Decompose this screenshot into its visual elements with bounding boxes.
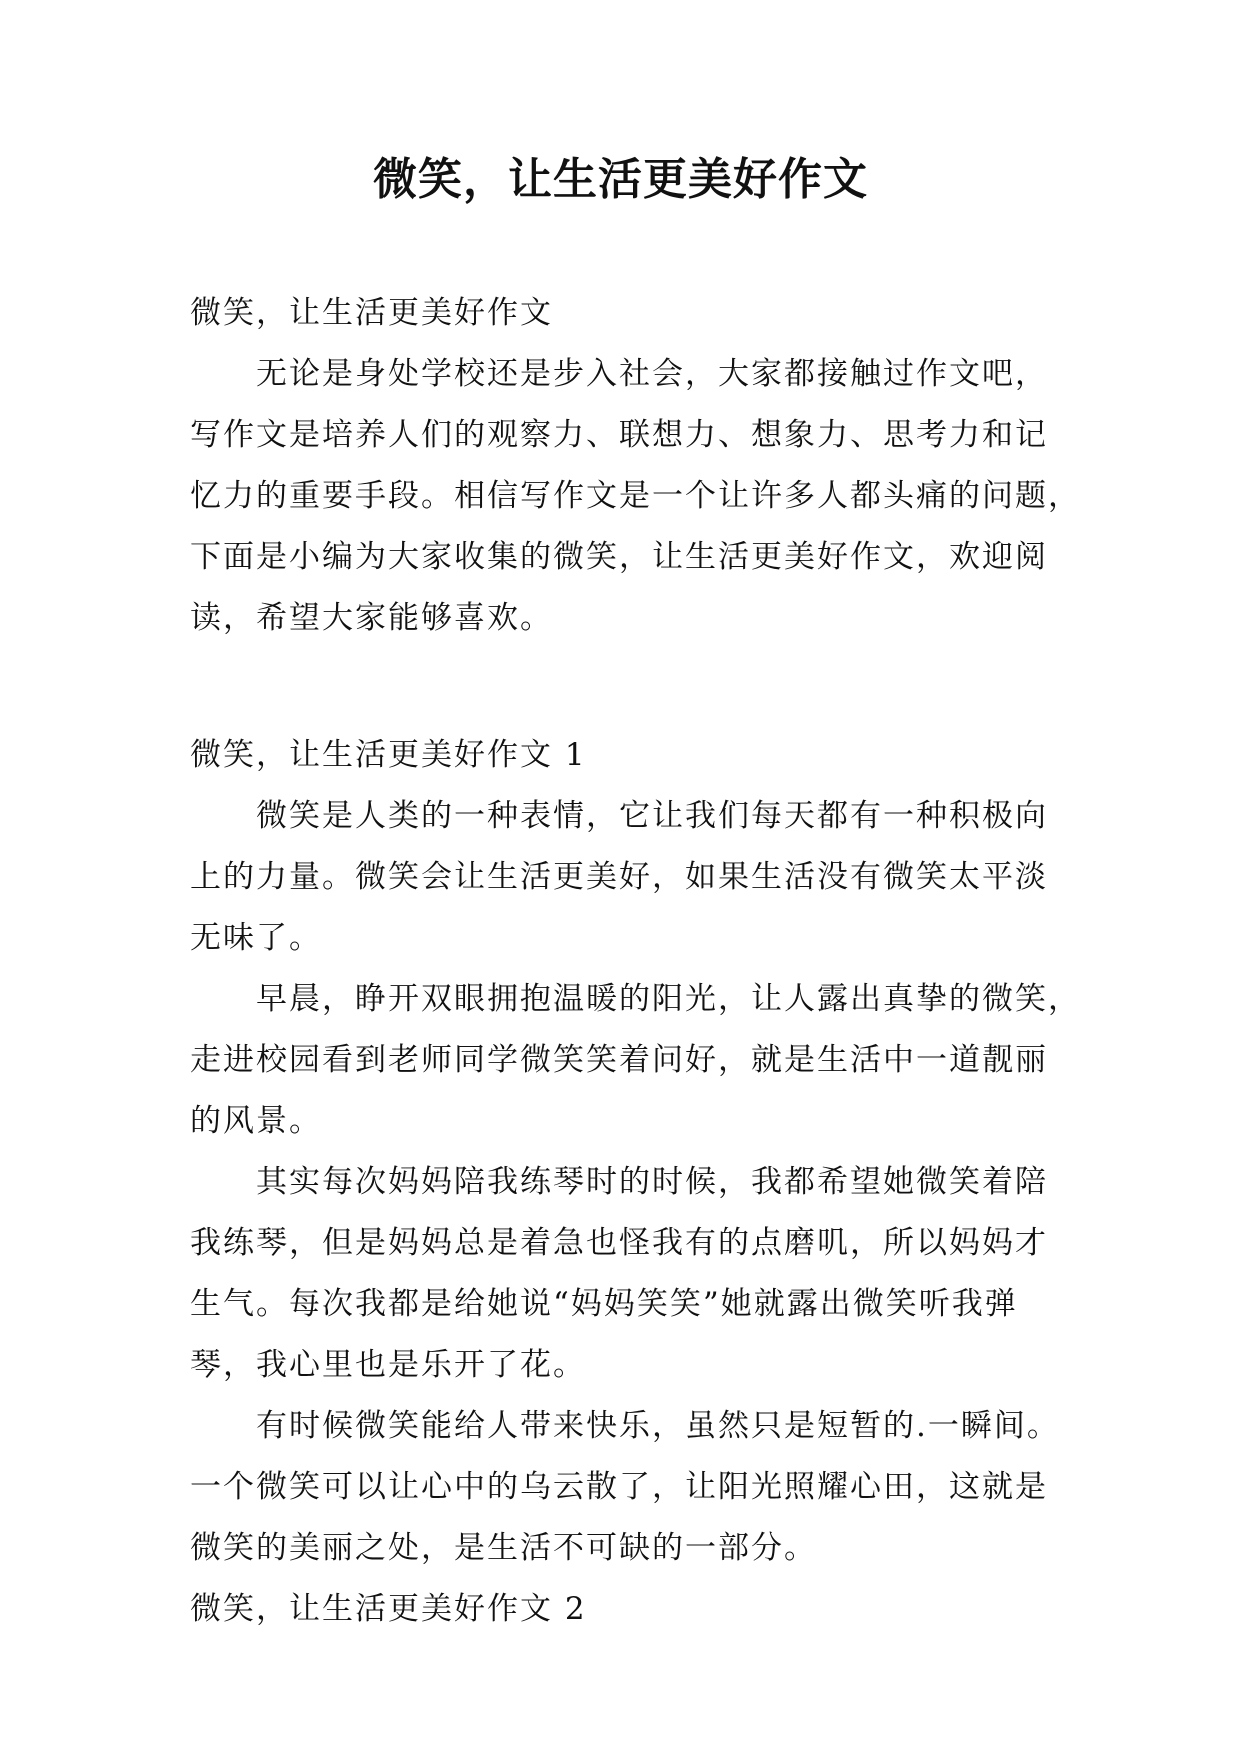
section2-heading: 微笑，让生活更美好作文 2 [190,1591,587,1627]
section1-paragraph-3 [190,1152,1070,1396]
section1-heading: 微笑，让生活更美好作文 1 [190,737,587,773]
paragraph-line: 琴，我心里也是乐开了花。 [190,1347,586,1383]
paragraph-line: 无味了。 [190,920,322,956]
paragraph-line: 的风景。 [190,1103,322,1139]
paragraph-line: 忆力的重要手段。相信写作文是一个让许多人都头痛的问题， [190,478,1081,514]
paragraph-line: 生气。每次我都是给她说“妈妈笑笑”她就露出微笑听我弹 [190,1286,1018,1322]
paragraph-line: 无论是身处学校还是步入社会，大家都接触过作文吧， [256,356,1048,392]
section1-paragraph-4 [190,1396,1070,1579]
paragraph-line: 上的力量。微笑会让生活更美好，如果生活没有微笑太平淡 [190,859,1048,895]
paragraph-line: 写作文是培养人们的观察力、联想力、想象力、思考力和记 [190,417,1048,453]
paragraph-line: 早晨，睁开双眼拥抱温暖的阳光，让人露出真挚的微笑， [256,981,1081,1017]
paragraph-line: 有时候微笑能给人带来快乐，虽然只是短暂的.一瞬间。 [256,1408,1060,1444]
section1-paragraph-2 [190,969,1081,1152]
paragraph-line: 下面是小编为大家收集的微笑，让生活更美好作文，欢迎阅 [190,539,1048,575]
paragraph-line: 我练琴，但是妈妈总是着急也怪我有的点磨叽，所以妈妈才 [190,1225,1048,1261]
section-gap [190,649,1070,725]
paragraph-line: 一个微笑可以让心中的乌云散了，让阳光照耀心田，这就是 [190,1469,1048,1505]
intro-paragraph [190,344,1081,649]
document-title: 微笑，让生活更美好作文 [373,154,868,205]
intro-heading: 微笑，让生活更美好作文 [190,295,553,331]
paragraph-line: 走进校园看到老师同学微笑笑着问好，就是生活中一道靓丽 [190,1042,1048,1078]
paragraph-line: 微笑的美丽之处，是生活不可缺的一部分。 [190,1530,817,1566]
section1-paragraph-1 [190,786,1070,969]
paragraph-line: 其实每次妈妈陪我练琴时的时候，我都希望她微笑着陪 [256,1164,1048,1200]
paragraph-line: 微笑是人类的一种表情，它让我们每天都有一种积极向 [256,798,1048,834]
paragraph-line: 读，希望大家能够喜欢。 [190,600,553,636]
document-body [190,283,1081,1640]
